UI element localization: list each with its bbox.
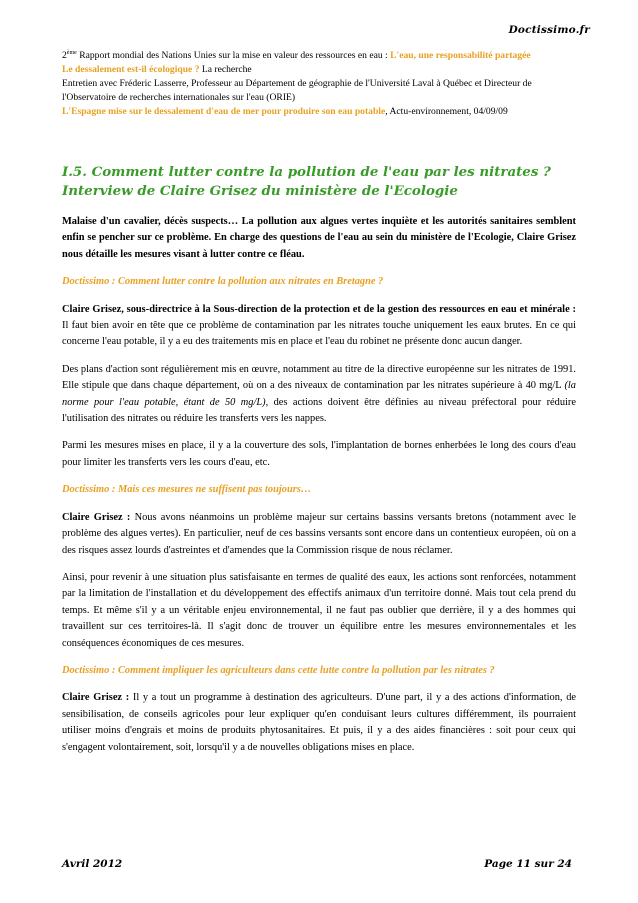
reference-1-link[interactable]: L'eau, une responsabilité partagée <box>390 50 531 62</box>
reference-4: L'Espagne mise sur le dessalement d'eau de mer pour produire son eau potable, Actu-environnement, 04/09/09 <box>62 106 508 118</box>
answer-1: Claire Grisez, sous-directrice à la Sous-direction de la protection et de la gestion des ressources en eau et minérale : Il faut bien avoir en tête que ce problème de contamination par les nitrates touche uniquement les eaux brutes. En ce qui concerne l'eau potable, il y a eu des traitements mis en place et l'eau du robinet ne présente donc aucun danger. <box>62 303 576 348</box>
paragraph-2: Des plans d'action sont régulièrement mis en œuvre, notamment au titre de la directive européenne sur les nitrates de 1991. Elle stipule que dans chaque département, où on a des niveaux de contamination par les nitrates supérieure à 40 mg/L (la norme pour l'eau potable, étant de 50 mg/L), des actions doivent être définies au niveau préfectoral pour réduire l'utilisation des nitrates ou réduire les transferts vers les nappes. <box>62 363 576 425</box>
section-heading: I.5. Comment lutter contre la pollution de l'eau par les nitrates ? Interview de Claire Grisez du ministère de l'Ecologie <box>62 164 551 199</box>
references-block <box>62 46 576 119</box>
reference-3: Entretien avec Fréderic Lasserre, Professeur au Département de géographie de l'Université Laval à Québec et Directeur de l'Observatoire de recherches internationales sur l'eau (ORIE) <box>62 78 532 104</box>
reference-2: Le dessalement est-il écologique ? La recherche <box>62 64 252 76</box>
paragraph-5: Ainsi, pour revenir à une situation plus satisfaisante en termes de qualité des eaux, les actions sont renforcées, notamment par la limitation de l'installation et du développement des effectifs animaux d'un territoire donné. Mais tout cela prend du temps. Et même s'il y a un véritable enjeu environnemental, il ne faut pas oublier que derrière, il y a des hommes qui travaillent sur ces territoires-là. Il s'agit donc de trouver un équilibre entre les mesures environnementales et les conséquences économiques de ces mesures. <box>62 571 576 649</box>
article-body <box>62 214 576 767</box>
paragraph-3: Parmi les mesures mises en place, il y a la couverture des sols, l'implantation de bornes enherbées le long des cours d'eau pour limiter les transferts vers les cours d'eau, etc. <box>62 440 576 468</box>
header-brand: Doctissimo.fr <box>508 24 590 36</box>
reference-1: 2ème Rapport mondial des Nations Unies sur la mise en valeur des ressources en eau : L'eau, une responsabilité partagée <box>62 50 531 62</box>
reference-2-link[interactable]: Le dessalement est-il écologique ? <box>62 64 200 76</box>
answer-2: Claire Grisez : Nous avons néanmoins un problème majeur sur certains bassins versants bretons (notamment avec le problème des algues vertes). En particulier, neuf de ces bassins versants sont encore dans un contentieux européen, où on a des risques assez lourds d'astreintes et d'amendes que la Commission risque de nous réclamer. <box>62 511 577 556</box>
answer-1-speaker: Claire Grisez, sous-directrice à la Sous-direction de la protection et de la gestion des ressources en eau et minérale : <box>62 303 576 315</box>
footer-date: Avril 2012 <box>62 858 123 870</box>
answer-3: Claire Grisez : Il y a tout un programme à destination des agriculteurs. D'une part, il y a des actions d'information, de sensibilisation, de conseils agricoles pour leur expliquer qu'en conduisant leurs cultures différemment, ils pourraient utiliser moins d'engrais et moins de produits phytosanitaires. Et puis, il y a des aides financières : soit pour ceux qui s'engagent volontairement, soit, lorsqu'il y a de nouvelles obligations mises en place. <box>62 692 576 753</box>
question-3: Doctissimo : Comment impliquer les agriculteurs dans cette lutte contre la pollution par les nitrates ? <box>62 664 495 676</box>
question-1: Doctissimo : Comment lutter contre la pollution aux nitrates en Bretagne ? <box>62 276 384 288</box>
footer-page-number: Page 11 sur 24 <box>484 858 572 870</box>
answer-3-speaker: Claire Grisez : <box>62 692 130 704</box>
answer-2-speaker: Claire Grisez : <box>62 511 131 523</box>
lead-paragraph: Malaise d'un cavalier, décès suspects… La pollution aux algues vertes inquiète et les autorités sanitaires semblent enfin se pencher sur ce problème. En charge des questions de l'eau au sein du ministère de l'Ecologie, Claire Grisez nous détaille les mesures visant à lutter contre ce fléau. <box>62 216 576 260</box>
question-2: Doctissimo : Mais ces mesures ne suffisent pas toujours… <box>62 484 312 496</box>
reference-4-link[interactable]: L'Espagne mise sur le dessalement d'eau de mer pour produire son eau potable <box>62 106 386 118</box>
